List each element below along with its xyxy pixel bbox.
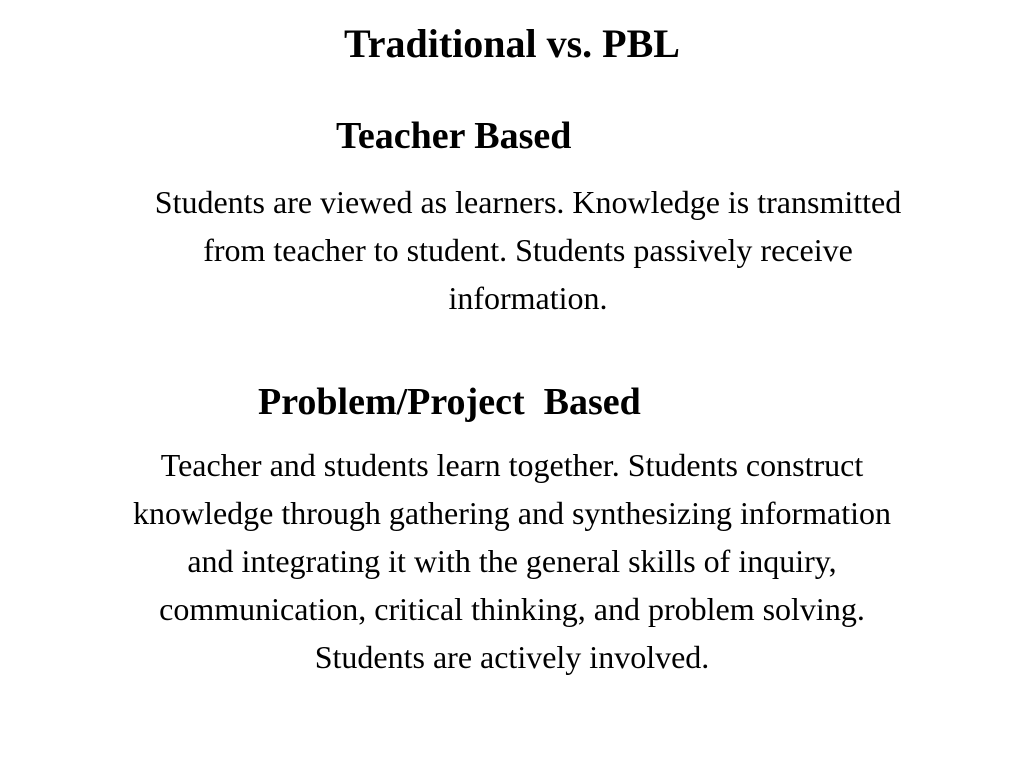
section-heading-problem-project-based: Problem/Project Based [258, 381, 641, 423]
body-line: communication, critical thinking, and problem solving. [159, 591, 865, 627]
body-line: Teacher and students learn together. Students construct [160, 447, 864, 483]
body-line: and integrating it with the general skills of inquiry, [187, 543, 837, 579]
section-heading-teacher-based: Teacher Based [336, 115, 572, 157]
body-line: from teacher to student. Students passively receive [203, 232, 853, 268]
body-line: Students are actively involved. [314, 639, 710, 675]
slide-title: Traditional vs. PBL [344, 21, 680, 66]
body-line: information. [448, 280, 608, 316]
section-body-teacher-based [48, 178, 1008, 322]
body-line: Students are viewed as learners. Knowledge is transmitted [154, 184, 902, 220]
body-line: knowledge through gathering and synthesizing information [132, 495, 892, 531]
section-body-problem-project-based [20, 441, 1004, 681]
